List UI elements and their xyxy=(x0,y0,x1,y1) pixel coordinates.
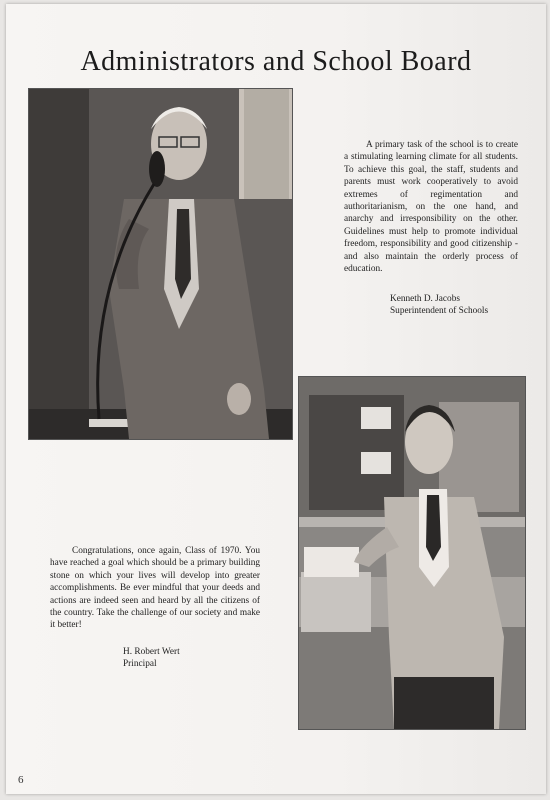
superintendent-title: Superintendent of Schools xyxy=(390,306,489,317)
superintendent-signature xyxy=(390,293,530,318)
superintendent-name: Kenneth D. Jacobs xyxy=(390,294,460,304)
principal-message: Congratulations, once again, Class of 1970. You have reached a goal which should be a primary building stone on which your lives will develop into greater accomplishments. Be ever mindful that your deeds and actions are indeed seen and heard by all the citizens of the country. Take the challenge of our society and make it better! xyxy=(50,546,260,631)
page-number: 6 xyxy=(18,774,24,786)
superintendent-message: A primary task of the school is to create a stimulating learning climate for all students. To achieve this goal, the staff, students and parents must work cooperatively to avoid extremes of regimentation and authoritarianism, on the one hand, and anarchy and irresponsibility on the other. Guidelines must help to promote individual freedom, responsibility and good citizenship - and also maintain the orderly process of education. xyxy=(344,140,518,275)
principal-signature xyxy=(123,646,263,671)
principal-title: Principal xyxy=(123,659,157,670)
yearbook-page xyxy=(6,4,546,794)
principal-photo xyxy=(298,376,526,730)
page-title: Administrators and School Board xyxy=(80,46,472,77)
principal-name: H. Robert Wert xyxy=(123,647,180,657)
superintendent-photo xyxy=(28,88,293,440)
